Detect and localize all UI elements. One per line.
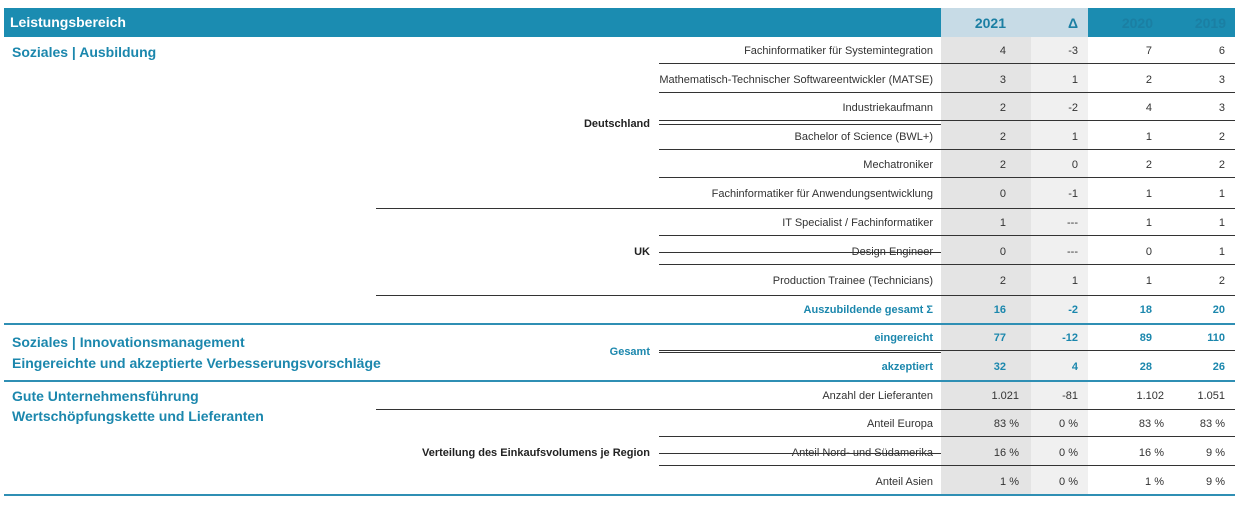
row-divider: [659, 235, 1235, 236]
row-value-2019: 83 %: [1199, 418, 1225, 430]
row-value-2020: 2: [1145, 73, 1152, 86]
row-value-delta: 0 %: [1059, 418, 1078, 430]
row-value-delta: 0 %: [1059, 476, 1078, 488]
row-value-2020: 4: [1145, 102, 1152, 115]
section-title-innovation-2: Eingereichte und akzeptierte Verbesserungsvorschläge: [12, 355, 381, 371]
row-value-2019: 9 %: [1206, 447, 1225, 459]
total-2019: 20: [1212, 304, 1225, 316]
total-delta: -2: [1068, 304, 1078, 316]
row-value-2020: 1: [1145, 130, 1152, 143]
row-value-2019: 1: [1218, 188, 1225, 200]
section-title-ausbildung: Soziales | Ausbildung: [12, 44, 157, 60]
row-label: Mechatroniker: [863, 159, 933, 172]
suppliers-2019: 1.051: [1197, 390, 1225, 402]
row-value-2019: 6: [1218, 45, 1225, 57]
table-bottom-border: [4, 494, 1235, 496]
row-value-delta: 1: [1071, 73, 1078, 86]
row-value-2020: 0: [1145, 246, 1152, 258]
row-value-2020: 1: [1145, 188, 1152, 200]
group-label-gesamt: Gesamt: [609, 346, 650, 358]
row-value-2021: 3: [999, 73, 1006, 86]
row-value-2020: 16 %: [1138, 447, 1164, 459]
header-col-2021: 2021: [974, 15, 1006, 31]
row-value-delta: 1: [1071, 275, 1078, 287]
row-value-2021: 16 %: [993, 447, 1019, 459]
row-value-delta: -12: [1062, 332, 1078, 344]
row-value-2021: 2: [999, 275, 1006, 287]
row-value-2020: 1: [1145, 217, 1152, 229]
row-value-2021: 1: [999, 217, 1006, 229]
row-value-2021: 2: [999, 130, 1006, 143]
row-divider: [659, 177, 1235, 178]
row-value-2021: 32: [993, 361, 1006, 373]
row-value-2019: 3: [1218, 102, 1225, 115]
section-title-governance-2: Wertschöpfungskette und Lieferanten: [12, 408, 264, 424]
divider-de-uk: [376, 208, 1235, 209]
suppliers-2021: 1.021: [991, 390, 1019, 402]
row-divider: [659, 92, 1235, 93]
row-label: Mathematisch-Technischer Softwareentwickler (MATSE): [659, 73, 933, 86]
suppliers-label: Anzahl der Lieferanten: [822, 390, 933, 402]
row-value-2019: 9 %: [1206, 476, 1225, 488]
row-value-2021: 77: [993, 332, 1006, 344]
row-label: Fachinformatiker für Systemintegration: [744, 45, 933, 57]
header-col-2019: 2019: [1194, 15, 1226, 31]
row-label: Anteil Europa: [866, 418, 933, 430]
row-value-delta: 1: [1071, 130, 1078, 143]
header-title: Leistungsbereich: [10, 14, 126, 30]
row-label: Anteil Nord- und Südamerika: [791, 447, 933, 459]
row-label: eingereicht: [874, 332, 933, 344]
row-value-delta: ---: [1067, 246, 1078, 258]
row-value-2019: 1: [1218, 246, 1225, 258]
row-value-delta: 4: [1071, 361, 1078, 373]
row-value-2019: 1: [1218, 217, 1225, 229]
row-label: Fachinformatiker für Anwendungsentwicklung: [711, 188, 933, 200]
row-divider: [659, 149, 1235, 150]
row-value-2019: 2: [1218, 159, 1225, 172]
row-divider: [659, 465, 1235, 466]
row-value-2019: 26: [1212, 361, 1225, 373]
row-value-2020: 1: [1145, 275, 1152, 287]
total-2021: 16: [993, 304, 1006, 316]
row-label: IT Specialist / Fachinformatiker: [782, 217, 933, 229]
suppliers-delta: -81: [1062, 390, 1078, 402]
row-label: Industriekaufmann: [842, 102, 933, 115]
row-value-2020: 89: [1139, 332, 1152, 344]
row-value-2021: 4: [999, 45, 1006, 57]
row-value-delta: -1: [1068, 188, 1078, 200]
row-value-delta: ---: [1067, 217, 1078, 229]
group-label-deutschland: Deutschland: [583, 118, 650, 130]
row-value-2020: 28: [1139, 361, 1152, 373]
section-title-innovation-1: Soziales | Innovationsmanagement: [12, 334, 245, 350]
row-value-2021: 0: [999, 246, 1006, 258]
section-divider: [4, 323, 1235, 325]
section-title-governance-1: Gute Unternehmensführung: [12, 388, 199, 404]
row-value-2019: 2: [1218, 130, 1225, 143]
row-divider: [659, 63, 1235, 64]
row-divider: [659, 436, 1235, 437]
row-label: akzeptiert: [881, 361, 933, 373]
group-connector: [659, 124, 941, 125]
suppliers-2020: 1.102: [1136, 390, 1164, 402]
row-value-2021: 1 %: [1000, 476, 1019, 488]
row-divider: [659, 120, 1235, 121]
row-value-2021: 2: [999, 102, 1006, 115]
row-value-delta: -3: [1068, 45, 1078, 57]
row-value-2021: 0: [999, 188, 1006, 200]
header-col-delta: Δ: [1067, 15, 1078, 31]
group-label-uk: UK: [634, 246, 650, 258]
row-value-2019: 2: [1218, 275, 1225, 287]
row-value-2020: 7: [1145, 45, 1152, 57]
row-value-2019: 110: [1207, 332, 1225, 344]
group-label-region: Verteilung des Einkaufsvolumens je Region: [421, 447, 650, 459]
row-divider: [659, 350, 1235, 351]
divider-suppliers: [376, 409, 1235, 410]
group-connector: [659, 352, 941, 353]
row-value-delta: -2: [1068, 102, 1078, 115]
row-value-2021: 83 %: [993, 418, 1019, 430]
header-col-2020: 2020: [1121, 15, 1153, 31]
section-divider: [4, 380, 1235, 382]
row-value-2020: 2: [1145, 159, 1152, 172]
row-value-2021: 2: [999, 159, 1006, 172]
row-value-2019: 3: [1218, 73, 1225, 86]
row-label: Production Trainee (Technicians): [772, 275, 933, 287]
row-label: Design Engineer: [851, 246, 933, 258]
row-value-2020: 1 %: [1145, 476, 1164, 488]
row-divider: [659, 264, 1235, 265]
row-label: Bachelor of Science (BWL+): [794, 130, 933, 143]
row-value-delta: 0: [1071, 159, 1078, 172]
total-label: Auszubildende gesamt Σ: [803, 304, 933, 316]
total-2020: 18: [1139, 304, 1152, 316]
row-value-2020: 83 %: [1138, 418, 1164, 430]
row-label: Anteil Asien: [875, 476, 933, 488]
row-value-delta: 0 %: [1059, 447, 1078, 459]
divider-total: [376, 295, 1235, 296]
